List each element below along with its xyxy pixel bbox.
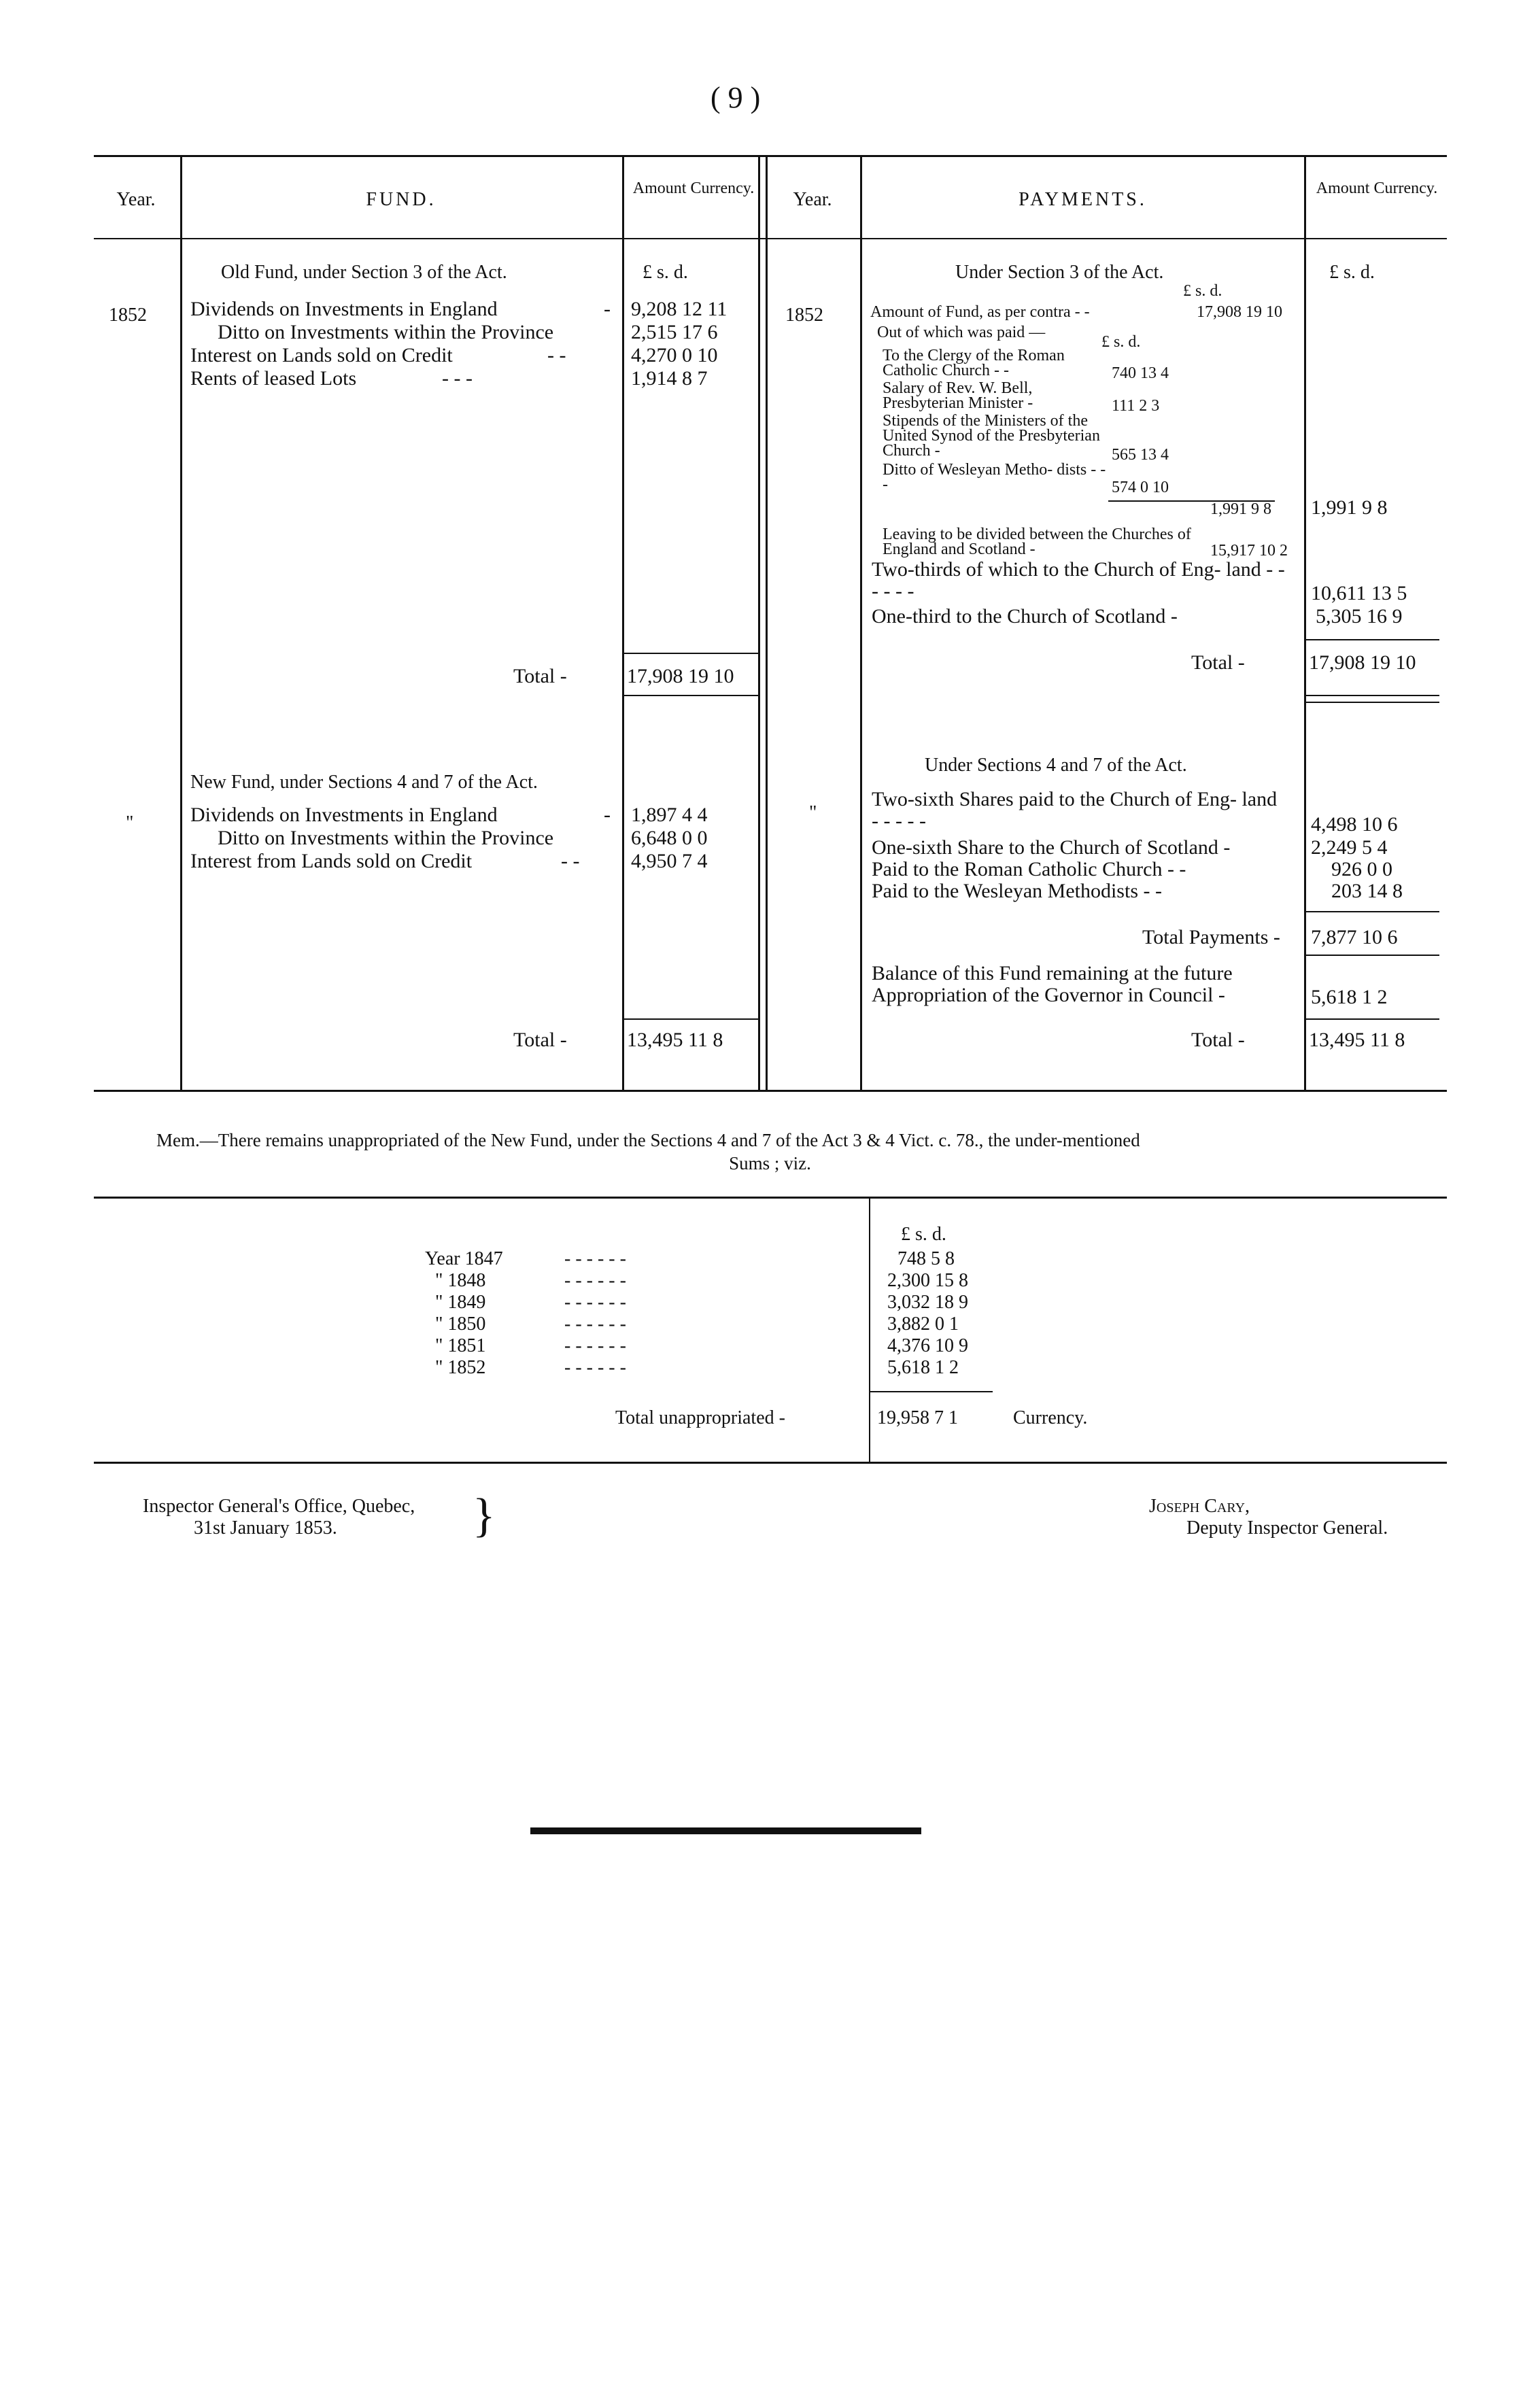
memo-line1: Mem.—There remains unappropriated of the New Fund, under the Sections 4 and 7 of the Act 3 & 4 Vict. c. 78., the under-mentioned [156, 1130, 1140, 1150]
new-payments-total: 13,495 11 8 [1309, 1029, 1405, 1051]
memo-row-dashes: - - - - - - [564, 1248, 626, 1269]
new-fund-row-dash: - - [561, 850, 580, 872]
office-line1: Inspector General's Office, Quebec, [143, 1496, 415, 1517]
memo-col-divider [869, 1197, 870, 1462]
inner-lsd: £ s. d. [1101, 333, 1141, 351]
old-fund-row-amount: 9,208 12 11 [631, 298, 728, 320]
old-payments-heading: Under Section 3 of the Act. [955, 262, 1164, 283]
new-payment-label: Paid to the Roman Catholic Church - - [872, 858, 1186, 880]
new-fund-row-amount: 6,648 0 0 [631, 827, 708, 849]
old-fund-heading: Old Fund, under Section 3 of the Act. [221, 262, 507, 283]
col-divider-amount-a [758, 155, 760, 1090]
memo-row-amount: 3,032 18 9 [887, 1292, 968, 1313]
memo-row-year: " 1848 [435, 1270, 486, 1291]
old-fund-row-dash: - - - [442, 367, 473, 390]
end-rule [530, 1827, 921, 1834]
balance-label: Balance of this Fund remaining at the future Appropriation of the Governor in Council - [872, 962, 1233, 1006]
old-fund-total-underline [624, 695, 758, 696]
new-fund-row-label: Interest from Lands sold on Credit [190, 850, 473, 872]
old-fund-row-label: Rents of leased Lots [190, 367, 357, 390]
new-fund-year: " [126, 812, 134, 834]
old-fund-row-dash: - [604, 298, 611, 320]
old-fund-total-rule [624, 653, 758, 654]
new-payments-total-label: Total - [1191, 1029, 1245, 1051]
col-divider-fund [622, 155, 624, 1090]
old-payments-sub-lsd: £ s. d. [1183, 282, 1222, 300]
header-amount2: Amount Currency. [1316, 179, 1438, 197]
old-payments-lsd: £ s. d. [1329, 262, 1375, 283]
new-payment-amount: 2,249 5 4 [1311, 836, 1388, 859]
total-payments-label: Total Payments - [1142, 926, 1280, 948]
amount-of-fund-label: Amount of Fund, as per contra - - [870, 303, 1090, 321]
new-fund-row-dash: - [604, 804, 611, 826]
old-fund-row-amount: 2,515 17 6 [631, 321, 718, 343]
leaving-label: Leaving to be divided between the Churches of England and Scotland - [883, 526, 1191, 558]
new-payments-heading: Under Sections 4 and 7 of the Act. [925, 755, 1187, 776]
memo-lsd: £ s. d. [901, 1224, 946, 1245]
amount-of-fund-value: 17,908 19 10 [1197, 303, 1282, 321]
memo-row-dashes: - - - - - - [564, 1335, 626, 1356]
signature-name: Joseph Cary, [1149, 1496, 1250, 1517]
header-fund: FUND. [366, 189, 437, 210]
memo-row-dashes: - - - - - - [564, 1357, 626, 1378]
two-thirds-value: 10,611 13 5 [1311, 582, 1407, 604]
old-fund-row-dash: - - [547, 344, 566, 366]
memo-row-dashes: - - - - - - [564, 1292, 626, 1313]
old-fund-row-amount: 4,270 0 10 [631, 344, 718, 366]
memo-total-rule [870, 1391, 993, 1392]
new-payment-label: Two-sixth Shares paid to the Church of Eng- land - - - - - [872, 788, 1278, 832]
memo-top-rule [94, 1197, 1447, 1199]
memo-row-dashes: - - - - - - [564, 1270, 626, 1291]
header-year: Year. [116, 189, 156, 210]
payment-item-amount: 574 0 10 [1112, 479, 1169, 496]
two-thirds-label: Two-thirds of which to the Church of Eng- land - - - - - - [872, 558, 1285, 602]
memo-total-label: Total unappropriated - [615, 1407, 785, 1428]
new-fund-total-rule [624, 1018, 758, 1020]
out-of-which-label: Out of which was paid — [877, 324, 1046, 341]
header-bottom-rule [94, 238, 1447, 239]
brace-icon: } [473, 1490, 496, 1542]
memo-currency: Currency. [1013, 1407, 1088, 1428]
header-payments: PAYMENTS. [1019, 189, 1147, 210]
total-payments-underline [1306, 955, 1439, 956]
old-fund-row-label: Ditto on Investments within the Province [218, 321, 554, 343]
total-payments-value: 7,877 10 6 [1311, 926, 1398, 948]
new-payments-year: " [809, 802, 817, 823]
old-fund-total-label: Total - [513, 665, 567, 687]
header-amount: Amount Currency. [632, 179, 755, 197]
new-payment-label: One-sixth Share to the Church of Scotland - [872, 836, 1231, 859]
memo-row-year: Year 1847 [425, 1248, 503, 1269]
memo-row-year: " 1851 [435, 1335, 486, 1356]
col-divider-payments [1304, 155, 1306, 1090]
memo-row-amount: 4,376 10 9 [887, 1335, 968, 1356]
payment-item-label: Salary of Rev. W. Bell, Presbyterian Minister - [883, 379, 1033, 412]
new-fund-total: 13,495 11 8 [627, 1029, 723, 1051]
memo-row-amount: 748 5 8 [897, 1248, 955, 1269]
col-divider-amount-b [766, 155, 768, 1090]
page-number: ( 9 ) [711, 81, 761, 114]
old-fund-total: 17,908 19 10 [627, 665, 734, 687]
col-divider-year [180, 155, 182, 1090]
old-payments-total-rule [1306, 639, 1439, 640]
old-payments-total-label: Total - [1191, 651, 1245, 674]
new-fund-row-amount: 4,950 7 4 [631, 850, 708, 872]
new-fund-row-label: Ditto on Investments within the Province [218, 827, 554, 849]
memo-row-year: " 1852 [435, 1357, 486, 1378]
payment-item-amount: 111 2 3 [1112, 397, 1160, 415]
new-fund-total-label: Total - [513, 1029, 567, 1051]
payments-subtotal: 1,991 9 8 [1311, 496, 1388, 519]
one-third-value: 5,305 16 9 [1316, 605, 1403, 628]
new-payment-amount: 4,498 10 6 [1311, 813, 1398, 836]
old-payments-total: 17,908 19 10 [1309, 651, 1416, 674]
payment-item-label: To the Clergy of the Roman Catholic Church - - [883, 347, 1065, 379]
memo-bottom-rule [94, 1462, 1447, 1464]
memo-row-year: " 1850 [435, 1313, 486, 1335]
old-payments-total-underline [1306, 695, 1439, 696]
old-payments-year: 1852 [785, 305, 823, 326]
old-fund-row-label: Interest on Lands sold on Credit [190, 344, 453, 366]
payment-item-amount: 565 13 4 [1112, 446, 1169, 464]
memo-row-dashes: - - - - - - [564, 1313, 626, 1335]
new-fund-row-label: Dividends on Investments in England [190, 804, 498, 826]
payments-subtotal-inner: 1,991 9 8 [1210, 500, 1271, 518]
col-divider-year2 [860, 155, 862, 1090]
payment-item-amount: 740 13 4 [1112, 364, 1169, 382]
office-line2: 31st January 1853. [194, 1517, 337, 1539]
old-fund-row-amount: 1,914 8 7 [631, 367, 708, 390]
old-fund-row-label: Dividends on Investments in England [190, 298, 498, 320]
new-fund-heading: New Fund, under Sections 4 and 7 of the Act. [190, 772, 538, 793]
balance-value: 5,618 1 2 [1311, 986, 1388, 1008]
table-bottom-rule [94, 1090, 1447, 1092]
table-top-rule [94, 155, 1447, 157]
new-payments-total-rule [1306, 1018, 1439, 1020]
memo-row-amount: 5,618 1 2 [887, 1357, 959, 1378]
memo-total: 19,958 7 1 [877, 1407, 958, 1428]
memo-row-amount: 2,300 15 8 [887, 1270, 968, 1291]
total-payments-rule [1306, 911, 1439, 912]
signature-title: Deputy Inspector General. [1186, 1517, 1388, 1539]
memo-row-year: " 1849 [435, 1292, 486, 1313]
one-third-label: One-third to the Church of Scotland - [872, 605, 1178, 628]
new-payment-amount: 203 14 8 [1331, 880, 1403, 902]
old-fund-year: 1852 [109, 305, 147, 326]
memo-line2: Sums ; viz. [729, 1153, 811, 1173]
header-year2: Year. [793, 189, 832, 210]
payment-item-label: Ditto of Wesleyan Metho- dists - - - [883, 461, 1106, 494]
new-payment-amount: 926 0 0 [1331, 858, 1392, 880]
old-payments-total-underline2 [1306, 702, 1439, 703]
leaving-value: 15,917 10 2 [1210, 542, 1288, 560]
new-payment-label: Paid to the Wesleyan Methodists - - [872, 880, 1162, 902]
old-fund-lsd: £ s. d. [643, 262, 688, 283]
new-fund-row-amount: 1,897 4 4 [631, 804, 708, 826]
memo-row-amount: 3,882 0 1 [887, 1313, 959, 1335]
payment-item-label: Stipends of the Ministers of the United Synod of the Presbyterian Church - [883, 412, 1100, 460]
